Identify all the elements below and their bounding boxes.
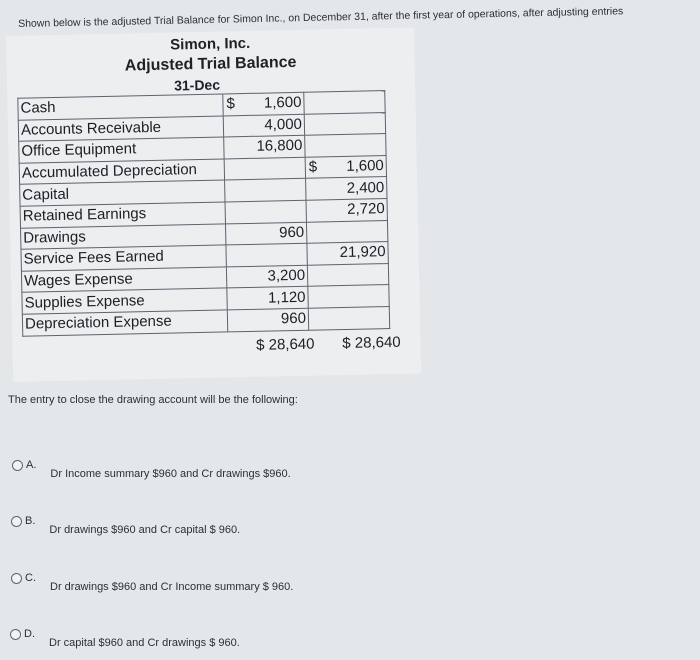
- credit-cell: [306, 220, 387, 243]
- statement-date: 31-Dec: [173, 76, 221, 94]
- option-c-text: Dr drawings $960 and Cr Income summary $ 960.: [50, 581, 294, 593]
- problem-intro: Shown below is the adjusted Trial Balance for Simon Inc., on December 31, after the first year of operations, after adjusting entries: [18, 5, 624, 30]
- option-a-letter: A.: [26, 459, 37, 471]
- debit-cell: [223, 114, 304, 137]
- credit-cell: [304, 91, 385, 114]
- debit-amount: 960: [278, 223, 305, 242]
- option-a[interactable]: [12, 459, 291, 480]
- total-debit: $ 28,640: [255, 335, 315, 354]
- option-b-letter: B.: [25, 515, 36, 527]
- credit-cell: [308, 285, 389, 308]
- credit-cell: [308, 306, 389, 329]
- statement-title: Adjusted Trial Balance: [124, 53, 297, 75]
- credit-cell: [304, 112, 385, 135]
- debit-cell: [225, 200, 306, 223]
- credit-cell: [306, 199, 387, 222]
- option-d-letter: D.: [24, 628, 35, 640]
- debit-cell: [225, 179, 306, 202]
- account-name: Accumulated Depreciation: [19, 159, 224, 185]
- credit-amount: 1,600: [346, 157, 384, 175]
- radio-option-d[interactable]: [10, 629, 21, 640]
- debit-cell: [224, 157, 305, 180]
- account-name: Office Equipment: [19, 137, 224, 163]
- trial-balance-table: [17, 90, 390, 336]
- debit-amount: 4,000: [264, 115, 303, 134]
- totals-row: [226, 334, 400, 355]
- debit-cell: [227, 308, 308, 331]
- credit-cell: [305, 134, 386, 157]
- debit-cell: [225, 222, 306, 245]
- option-b[interactable]: [11, 515, 240, 536]
- credit-cell: [307, 263, 388, 286]
- debit-amount: 960: [280, 310, 307, 328]
- option-a-text: Dr Income summary $960 and Cr drawings $960.: [50, 468, 291, 480]
- account-name: Accounts Receivable: [18, 116, 223, 142]
- account-name: Wages Expense: [21, 267, 226, 293]
- debit-cell: [226, 265, 307, 288]
- option-c[interactable]: [11, 572, 293, 593]
- credit-cell: [307, 242, 388, 265]
- option-d[interactable]: [10, 628, 240, 649]
- option-b-text: Dr drawings $960 and Cr capital $ 960.: [49, 524, 241, 536]
- credit-amount: 2,720: [346, 200, 385, 219]
- company-name: Simon, Inc.: [170, 34, 251, 54]
- dollar-sign: $: [308, 158, 318, 176]
- debit-amount: 1,120: [267, 288, 306, 307]
- credit-amount: 21,920: [339, 243, 386, 262]
- credit-amount: 2,400: [346, 178, 385, 197]
- radio-option-a[interactable]: [12, 460, 23, 471]
- account-name: Supplies Expense: [22, 288, 227, 314]
- debit-cell: [224, 135, 305, 158]
- credit-cell: [305, 155, 386, 178]
- account-name: Cash: [18, 94, 223, 120]
- question-text: The entry to close the drawing account will be the following:: [8, 394, 298, 406]
- credit-cell: [306, 177, 387, 200]
- debit-cell: [227, 287, 308, 310]
- account-name: Drawings: [21, 224, 226, 250]
- dollar-sign: $: [226, 95, 235, 113]
- radio-option-b[interactable]: [11, 516, 22, 527]
- account-name: Capital: [20, 180, 225, 206]
- debit-amount: 1,600: [263, 94, 302, 112]
- account-name: Retained Earnings: [20, 202, 225, 228]
- account-name: Service Fees Earned: [21, 245, 226, 271]
- debit-amount: 3,200: [267, 266, 306, 285]
- debit-cell: [223, 92, 304, 115]
- option-c-letter: C.: [25, 572, 36, 584]
- radio-option-c[interactable]: [11, 573, 22, 584]
- debit-cell: [226, 243, 307, 266]
- debit-amount: 16,800: [256, 137, 303, 156]
- trial-balance-panel: [6, 27, 421, 381]
- option-d-text: Dr capital $960 and Cr drawings $ 960.: [49, 637, 240, 649]
- total-credit: $ 28,640: [342, 333, 401, 353]
- account-name: Depreciation Expense: [22, 310, 227, 336]
